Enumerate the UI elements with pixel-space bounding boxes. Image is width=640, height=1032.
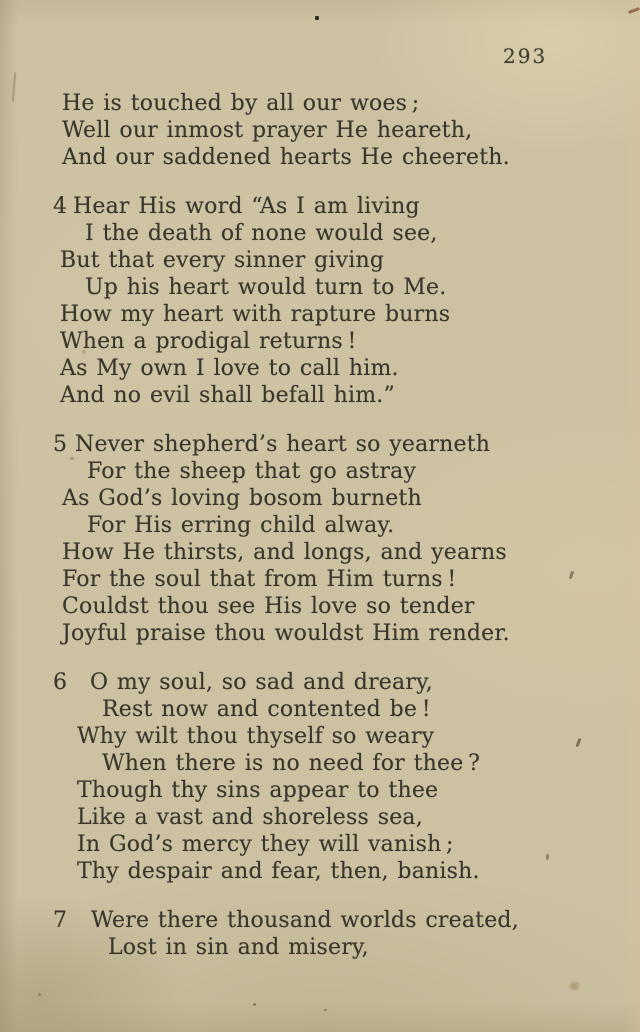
verse-line: Well our inmost prayer He heareth, [62,118,473,143]
verse-line: Rest now and contented be ! [102,697,431,722]
verse-line: As God’s loving bosom burneth [62,486,422,511]
verse-line: Couldst thou see His love so tender [62,594,475,619]
hymn-verses [51,193,618,961]
verse-line: When there is no need for thee ? [102,751,481,776]
verse-lines [60,193,618,409]
paper-fleck [70,457,74,460]
verse-lines [62,431,618,647]
verse-number: 4 [53,194,68,219]
verse-line: Up his heart would turn to Me. [85,275,447,300]
verse-line: Never shepherd’s heart so yearneth [75,432,491,457]
verse-line: Like a vast and shoreless sea, [77,805,423,830]
verse-4 [51,193,618,409]
verse-line: As My own I love to call him. [60,356,399,381]
verse-line: Lost in sin and misery, [108,935,369,960]
verse-line: But that every sinner giving [60,248,385,273]
verse-line: Were there thousand worlds created, [91,908,519,933]
verse-number: 7 [53,908,68,933]
verse-line: How my heart with rapture burns [60,302,451,327]
verse-line: Thy despair and fear, then, banish. [77,859,480,884]
stanza-continuation [62,90,618,171]
ink-speck [253,1003,256,1006]
verse-number: 6 [53,670,68,695]
verse-7 [51,907,618,961]
paper-fleck [82,350,86,354]
verse-line: Though thy sins appear to thee [77,778,439,803]
verse-lines [78,907,618,961]
verse-line: For the soul that from Him turns ! [62,567,457,592]
verse-line: How He thirsts, and longs, and yearns [62,540,507,565]
paper-scratch [12,72,17,102]
page-number: 293 [503,44,548,68]
paper-stain [570,982,579,990]
verse-line: Joyful praise thou wouldst Him render. [62,621,510,646]
ink-speck [315,16,319,20]
verse-6 [51,669,618,885]
verse-lines [77,669,618,885]
verse-line: For His erring child alway. [87,513,395,538]
verse-number: 5 [53,432,68,457]
verse-line: He is touched by all our woes ; [62,91,420,116]
verse-line: And no evil shall befall him.” [60,383,395,408]
verse-line: Why wilt thou thyself so weary [77,724,435,749]
ink-speck [38,993,41,996]
verse-line: In God’s mercy they will vanish ; [77,832,454,857]
verse-line: O my soul, so sad and dreary, [90,670,433,695]
scan-mark [628,7,640,14]
verse-5 [51,431,618,647]
verse-line: For the sheep that go astray [87,459,417,484]
ink-speck [324,1009,327,1011]
verse-line: Hear His word “As I am living [73,194,420,219]
verse-line: I the death of none would see, [85,221,438,246]
hymn-text [51,90,618,983]
verse-line: When a prodigal returns ! [60,329,357,354]
verse-line: And our saddened hearts He cheereth. [62,145,510,170]
